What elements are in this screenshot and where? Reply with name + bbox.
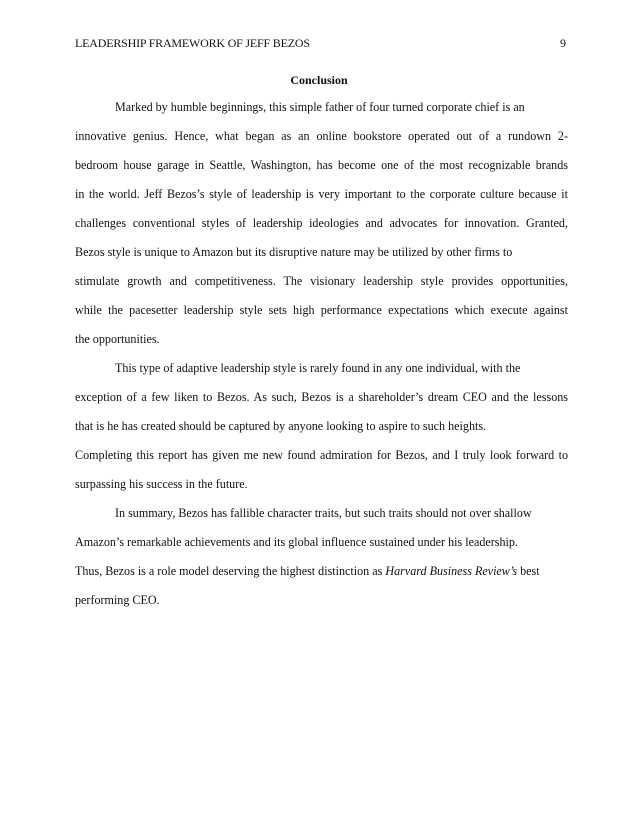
text-line: Bezos style is unique to Amazon but its disruptive nature may be utilized by other firms to: [75, 245, 513, 259]
text-line: challenges conventional styles of leadership ideologies and advocates for innovation. Granted,: [75, 216, 568, 230]
section-title: Conclusion: [290, 73, 348, 87]
paragraph-2: [75, 354, 568, 499]
text-line: that is he has created should be captured by anyone looking to aspire to such heights.: [75, 419, 487, 433]
text-line: bedroom house garage in Seattle, Washington, has become one of the most recognizable brands: [75, 158, 568, 172]
text-line: surpassing his success in the future.: [75, 477, 248, 491]
text-run: best: [517, 564, 540, 578]
text-line: Completing this report has given me new found admiration for Bezos, and I truly look forward to: [75, 448, 568, 462]
text-line: In summary, Bezos has fallible character traits, but such traits should not over shallow: [115, 506, 532, 520]
text-line: while the pacesetter leadership style sets high performance expectations which execute against: [75, 303, 568, 317]
text-line: Marked by humble beginnings, this simple father of four turned corporate chief is an: [115, 100, 525, 114]
text-line: exception of a few liken to Bezos. As such, Bezos is a shareholder’s dream CEO and the lessons: [75, 390, 568, 404]
text-line-mixed: [75, 557, 568, 586]
text-line: the opportunities.: [75, 332, 160, 346]
publication-title: Harvard Business Review’s: [385, 564, 518, 578]
page-header: [75, 36, 566, 52]
text-line: Amazon’s remarkable achievements and its global influence sustained under his leadership.: [75, 535, 518, 549]
text-line: This type of adaptive leadership style is rarely found in any one individual, with the: [115, 361, 521, 375]
page-number: 9: [560, 36, 566, 50]
paragraph-3: [75, 499, 568, 615]
text-line: performing CEO.: [75, 593, 160, 607]
text-line: innovative genius. Hence, what began as an online bookstore operated out of a rundown 2-: [75, 129, 568, 143]
body-text: [75, 93, 568, 615]
running-head: LEADERSHIP FRAMEWORK OF JEFF BEZOS: [75, 36, 310, 50]
text-line: stimulate growth and competitiveness. The visionary leadership style provides opportunities,: [75, 274, 568, 288]
text-line: in the world. Jeff Bezos’s style of leadership is very important to the corporate culture because it: [75, 187, 568, 201]
text-run: Thus, Bezos is a role model deserving the highest distinction as: [75, 564, 386, 578]
paragraph-1: [75, 93, 568, 354]
